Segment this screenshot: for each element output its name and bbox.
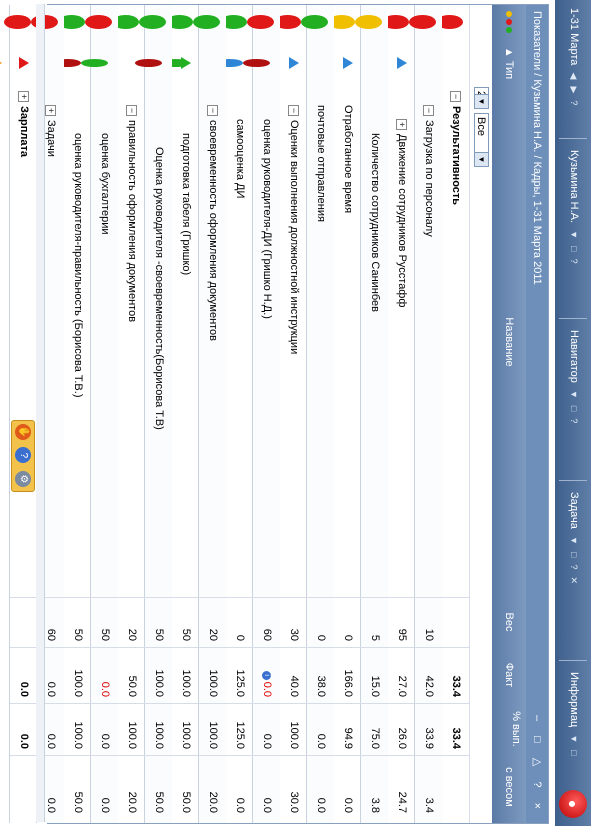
fact-cell-value: 40.0 [288, 675, 300, 697]
collapse-icon[interactable]: − [450, 91, 461, 102]
fact-cell [307, 647, 334, 703]
status-legend-icon [492, 11, 526, 35]
row-name-text: оценка руководителя-правильность (Борисова Т.В.) [72, 133, 84, 398]
row-name-text: Отработанное время [342, 105, 354, 214]
pct-weighted-cell [442, 755, 469, 819]
pct-weighted-cell-value: 0.0 [261, 797, 273, 813]
fact-cell-value: 27.0 [396, 675, 408, 697]
task-menu[interactable] [565, 492, 583, 584]
period-selector[interactable] [565, 8, 583, 105]
table-row[interactable] [306, 5, 334, 823]
weight-cell-value: 0 [342, 634, 354, 641]
fact-cell-value: 100.0 [207, 669, 219, 697]
fact-cell-value: 100.0 [180, 669, 192, 697]
row-name [64, 133, 91, 591]
info-menu[interactable] [565, 672, 583, 756]
navigator-menu[interactable] [565, 330, 583, 423]
row-name-text: самооценка ДИ [234, 119, 246, 199]
pct-weighted-cell [10, 755, 37, 819]
chevron-down-icon[interactable]: ▼ [569, 230, 579, 240]
pct-weighted-cell-value: 30.0 [288, 791, 300, 813]
pct-weighted-cell-value: 3.8 [369, 797, 381, 813]
row-name-text: оценка бухгалтерии [99, 133, 111, 235]
prev-arrow-icon[interactable]: ◀ [569, 72, 579, 80]
table-row[interactable] [387, 5, 415, 823]
table-row[interactable] [225, 5, 253, 823]
window-controls[interactable]: – □ △ ? × [531, 715, 543, 815]
table-row[interactable] [414, 5, 442, 823]
pct-done-cell [415, 703, 442, 755]
user-selector[interactable] [565, 150, 583, 264]
table-row[interactable] [333, 5, 361, 823]
weight-cell-value: 50 [153, 628, 165, 641]
row-name-text: своевременность оформления документов [207, 120, 219, 342]
fact-cell [199, 647, 226, 703]
weight-cell [388, 597, 415, 647]
pct-weighted-cell [226, 755, 253, 819]
scope-value: Все [475, 117, 487, 136]
row-name [442, 91, 469, 591]
weight-cell [226, 597, 253, 647]
row-name-text: Оценка руководителя -своевременность(Борисова Т.В) [153, 147, 165, 430]
chevron-down-icon[interactable]: ▼ [569, 389, 579, 399]
pct-weighted-cell-value: 50.0 [153, 791, 165, 813]
table-row[interactable] [63, 5, 91, 823]
table-row[interactable] [9, 5, 37, 823]
info-label: Информац [568, 672, 580, 728]
app-logo-icon[interactable]: ● [559, 790, 587, 818]
row-name [172, 133, 199, 591]
fact-cell [172, 647, 199, 703]
pct-done-cell-value: 33.9 [423, 727, 435, 749]
pct-done-cell [361, 703, 388, 755]
row-name [334, 105, 361, 591]
row-name [91, 133, 118, 591]
pct-weighted-cell [361, 755, 388, 819]
fact-cell-value: 38.0 [315, 675, 327, 697]
table-row[interactable] [441, 5, 469, 823]
pct-weighted-cell [280, 755, 307, 819]
pct-weighted-cell-value: 50.0 [180, 791, 192, 813]
help-icon[interactable]: ? [569, 418, 579, 424]
pct-done-cell [145, 703, 172, 755]
settings-icon[interactable]: ⚙ [15, 471, 31, 487]
pct-weighted-cell-value: 20.0 [207, 791, 219, 813]
pct-done-cell-value: 100.0 [126, 721, 138, 749]
pct-weighted-cell [415, 755, 442, 819]
panel-titlebar [526, 5, 548, 823]
chevron-down-icon[interactable]: ▼ [475, 94, 488, 108]
pct-done-cell [226, 703, 253, 755]
close-icon[interactable]: ✕ [569, 576, 579, 585]
toolbar-divider [559, 480, 587, 481]
pct-weighted-cell-value: 0.0 [234, 797, 246, 813]
table-row[interactable] [117, 5, 145, 823]
table-row[interactable] [279, 5, 307, 823]
floating-toolbar [11, 420, 35, 492]
help-icon[interactable]: ? [15, 447, 31, 463]
pct-done-cell [307, 703, 334, 755]
expand-icon[interactable]: + [18, 91, 29, 102]
row-name-text: Движение сотрудников Русстафф [396, 134, 408, 308]
pct-done-cell [334, 703, 361, 755]
column-header [492, 5, 526, 823]
weight-cell [307, 597, 334, 647]
help-icon[interactable]: ? [569, 100, 579, 106]
fact-cell-value: 100.0 [153, 669, 165, 697]
weight-cell-value: 20 [126, 628, 138, 641]
toolbar-divider [559, 660, 587, 661]
navigator-label: Навигатор [568, 330, 580, 383]
level-select[interactable] [474, 87, 489, 109]
pct-done-cell-value: 33.4 [450, 727, 462, 749]
pct-weighted-cell [91, 755, 118, 819]
weight-cell [199, 597, 226, 647]
pct-done-cell-value: 100.0 [180, 721, 192, 749]
pct-weighted-cell [64, 755, 91, 819]
breadcrumb: Показатели / Кузьмина Н.А. / Кадры, 1-31 Марта 2011 [531, 11, 543, 285]
row-name [118, 105, 145, 591]
window-icon[interactable]: □ [569, 405, 579, 412]
weight-cell [118, 597, 145, 647]
fact-cell-value: 42.0 [423, 675, 435, 697]
row-name [226, 119, 253, 591]
pct-weighted-cell [253, 755, 280, 819]
weight-cell-value: 60 [261, 628, 273, 641]
info-icon[interactable]: i [262, 671, 271, 680]
weight-cell [145, 597, 172, 647]
table-row[interactable] [90, 5, 118, 823]
fact-cell [334, 647, 361, 703]
col-weight[interactable]: Вес [503, 612, 515, 632]
fact-cell-value: 100.0 [72, 669, 84, 697]
pct-weighted-cell-value: 20.0 [126, 791, 138, 813]
collapse-icon[interactable]: − [423, 105, 434, 116]
pct-weighted-cell-value: 0.0 [315, 797, 327, 813]
weight-cell [172, 597, 199, 647]
fact-cell [226, 647, 253, 703]
filter-row [469, 5, 492, 823]
row-name-text: Задачи [45, 120, 57, 157]
fact-cell [91, 647, 118, 703]
row-name-text: Загрузка по персоналу [423, 120, 435, 237]
pct-done-cell [199, 703, 226, 755]
weight-cell [10, 597, 37, 647]
pct-done-cell [442, 703, 469, 755]
fact-cell [253, 647, 280, 703]
fact-cell-value: 33.4 [450, 675, 462, 697]
row-name [388, 119, 415, 591]
collapse-icon[interactable]: − [207, 105, 218, 116]
collapse-icon[interactable]: − [288, 105, 299, 116]
pct-done-cell-value: 0.0 [45, 733, 57, 749]
fact-cell [442, 647, 469, 703]
weight-cell-value: 60 [45, 628, 57, 641]
weight-cell [361, 597, 388, 647]
pct-done-cell-value: 0.0 [315, 733, 327, 749]
fact-cell [361, 647, 388, 703]
expand-icon[interactable]: + [396, 119, 407, 130]
window-icon[interactable]: □ [569, 246, 579, 252]
indicators-panel [18, 4, 549, 824]
hand-icon[interactable]: ✋ [15, 424, 31, 440]
fact-cell [388, 647, 415, 703]
triangle-type-icon [0, 57, 29, 69]
row-name [199, 105, 226, 591]
pct-weighted-cell-value: 0.0 [45, 797, 57, 813]
pct-done-cell [172, 703, 199, 755]
fact-cell [118, 647, 145, 703]
pct-weighted-cell-value: 3.4 [423, 797, 435, 813]
pct-done-cell [253, 703, 280, 755]
pct-done-cell-value: 125.0 [234, 721, 246, 749]
fact-cell-value: 0.0 [99, 681, 111, 697]
collapse-icon[interactable]: − [126, 105, 137, 116]
col-type-label: Тип [503, 60, 515, 80]
row-name [415, 105, 442, 591]
pct-done-cell-value: 94.9 [342, 727, 354, 749]
period-label: 1-31 Марта [568, 8, 580, 66]
indicators-table [18, 5, 469, 823]
fact-cell-value: 0.0 [18, 681, 30, 697]
weight-cell [415, 597, 442, 647]
row-name [307, 105, 334, 591]
pct-done-cell [91, 703, 118, 755]
row-name-text: Результативность [450, 106, 462, 206]
pct-done-cell-value: 100.0 [72, 721, 84, 749]
weight-cell-value: 50 [72, 628, 84, 641]
row-name-text: подготовка табеля (Гришко) [180, 133, 192, 276]
fact-cell [415, 647, 442, 703]
fact-cell-value: 50.0 [126, 675, 138, 697]
expand-icon[interactable]: + [45, 105, 56, 116]
weight-cell-value: 0 [234, 634, 246, 641]
weight-cell-value: 20 [207, 628, 219, 641]
weight-cell [64, 597, 91, 647]
row-name-text: Количество сотрудников Санинбев [369, 133, 381, 313]
horizontal-scrollbar[interactable] [36, 4, 45, 822]
pct-weighted-cell [145, 755, 172, 819]
pct-weighted-cell [307, 755, 334, 819]
pct-done-cell-value: 0.0 [18, 733, 30, 749]
weight-cell [334, 597, 361, 647]
window-icon[interactable]: □ [569, 551, 579, 558]
pct-done-cell [118, 703, 145, 755]
pct-done-cell [64, 703, 91, 755]
weight-cell [253, 597, 280, 647]
row-name [253, 119, 280, 591]
pct-done-cell-value: 100.0 [207, 721, 219, 749]
weight-cell-value: 50 [99, 628, 111, 641]
row-name-text: правильность оформления документов [126, 120, 138, 323]
pct-weighted-cell [118, 755, 145, 819]
chevron-down-icon[interactable]: ▼ [569, 535, 579, 545]
row-name [361, 133, 388, 591]
task-label: Задача [568, 492, 580, 529]
pct-weighted-cell-value: 0.0 [99, 797, 111, 813]
help-icon[interactable]: ? [569, 564, 579, 570]
col-name[interactable]: Название [503, 317, 515, 367]
pct-done-cell-value: 100.0 [288, 721, 300, 749]
table-row[interactable] [144, 5, 172, 823]
chevron-down-icon[interactable]: ▼ [569, 734, 579, 744]
weight-cell [442, 597, 469, 647]
row-name-text: почтовые отправления [315, 105, 327, 222]
row-name [10, 91, 37, 591]
row-name-text: Оценки выполнения должностной инструкции [288, 120, 300, 355]
pct-weighted-cell-value: 0.0 [342, 797, 354, 813]
fact-cell [145, 647, 172, 703]
weight-cell-value: 95 [396, 628, 408, 641]
weight-cell-value: 50 [180, 628, 192, 641]
pct-weighted-cell [199, 755, 226, 819]
fact-cell-value: 0.0 [261, 681, 273, 697]
col-fact[interactable]: Факт [503, 662, 515, 688]
fact-cell [64, 647, 91, 703]
pct-weighted-cell-value: 24.7 [396, 791, 408, 813]
row-name-text: оценка руководителя-ДИ (Гришко Н.Д.) [261, 119, 273, 319]
pct-weighted-cell [334, 755, 361, 819]
pct-weighted-cell [388, 755, 415, 819]
weight-cell [280, 597, 307, 647]
status-indicator-icon [4, 15, 31, 29]
user-label: Кузьмина Н.А. [568, 150, 580, 224]
scope-select[interactable] [474, 113, 489, 167]
window-icon[interactable]: □ [569, 750, 579, 756]
toolbar-divider [559, 138, 587, 139]
table-row[interactable] [171, 5, 199, 823]
col-pct-done[interactable]: % вып. [510, 711, 522, 747]
table-row[interactable] [360, 5, 388, 823]
weight-cell-value: 0 [315, 634, 327, 641]
pct-done-cell-value: 100.0 [153, 721, 165, 749]
chevron-down-icon[interactable]: ▼ [475, 152, 488, 166]
pct-done-cell-value: 0.0 [261, 733, 273, 749]
pct-done-cell [10, 703, 37, 755]
fact-cell-value: 15.0 [369, 675, 381, 697]
pct-weighted-cell-value: 50.0 [72, 791, 84, 813]
top-toolbar [555, 0, 591, 826]
table-row[interactable] [198, 5, 226, 823]
next-arrow-icon[interactable]: ▶ [569, 86, 579, 94]
table-row[interactable] [252, 5, 280, 823]
pct-done-cell-value: 26.0 [396, 727, 408, 749]
pct-done-cell [280, 703, 307, 755]
weight-cell-value: 10 [423, 628, 435, 641]
row-name [145, 147, 172, 591]
fact-cell-value: 166.0 [342, 669, 354, 697]
fact-cell [280, 647, 307, 703]
pct-done-cell [388, 703, 415, 755]
help-icon[interactable]: ? [569, 258, 579, 264]
pct-weighted-cell [172, 755, 199, 819]
fact-cell-value: 0.0 [45, 681, 57, 697]
row-name-text: Зарплата [18, 106, 30, 157]
row-name [280, 105, 307, 591]
toolbar-divider [559, 318, 587, 319]
pct-done-cell-value: 0.0 [99, 733, 111, 749]
weight-cell [91, 597, 118, 647]
col-pct-weighted[interactable]: с весом [503, 767, 515, 807]
weight-cell-value: 30 [288, 628, 300, 641]
fact-cell-value: 125.0 [234, 669, 246, 697]
col-type[interactable]: ▲ Тип [503, 46, 515, 80]
pct-done-cell-value: 75.0 [369, 727, 381, 749]
weight-cell-value: 5 [369, 634, 381, 641]
fact-cell [10, 647, 37, 703]
